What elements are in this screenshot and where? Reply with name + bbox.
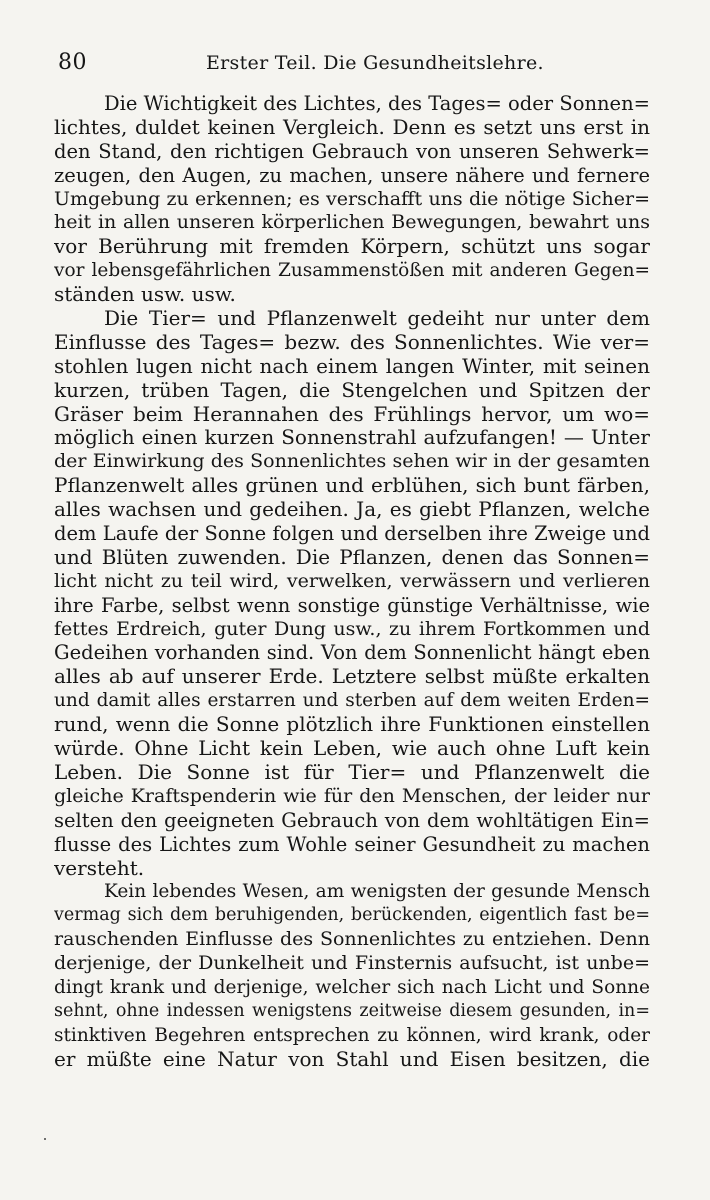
- text-line: vor lebensgefährlichen Zusammenstößen mit anderen Gegen=: [54, 260, 650, 282]
- text-line: heit in allen unseren körperlichen Bewegungen, bewahrt uns: [54, 211, 650, 234]
- text-line: dem Laufe der Sonne folgen und derselben ihre Zweige und: [54, 522, 650, 546]
- text-line: dingt krank und derjenige, welcher sich nach Licht und Sonne: [54, 976, 650, 998]
- text-line: licht nicht zu teil wird, verwelken, verwässern und verlieren: [54, 569, 650, 592]
- text-line: stinktiven Begehren entsprechen zu können, wird krank, oder: [54, 1024, 650, 1046]
- paragraph-1: [54, 92, 650, 307]
- text-line: lichtes, duldet keinen Vergleich. Denn es setzt uns erst in: [54, 115, 650, 139]
- text-line: würde. Ohne Licht kein Leben, wie auch ohne Luft kein: [54, 737, 650, 761]
- text-line: Leben. Die Sonne ist für Tier= und Pflanzenwelt die: [54, 760, 650, 784]
- text-line: Die Wichtigkeit des Lichtes, des Tages= oder Sonnen=: [104, 92, 650, 115]
- text-line: versteht.: [54, 856, 145, 880]
- page-number: 80: [58, 50, 87, 75]
- text-line: der Einwirkung des Sonnenlichtes sehen wir in der gesamten: [54, 450, 650, 473]
- body-text: [54, 92, 650, 1072]
- text-line: rund, wenn die Sonne plötzlich ihre Funktionen einstellen: [54, 713, 650, 737]
- text-line: zeugen, den Augen, zu machen, unsere nähere und fernere: [54, 163, 650, 187]
- text-line: alles ab auf unserer Erde. Letztere selbst müßte erkalten: [54, 665, 650, 689]
- text-line: Gräser beim Herannahen des Frühlings hervor, um wo=: [54, 402, 650, 426]
- running-head: Erster Teil. Die Gesundheitslehre.: [206, 52, 544, 74]
- text-line: Gedeihen vorhanden sind. Von dem Sonnenlicht hängt eben: [54, 641, 650, 665]
- text-line: vor Berührung mit fremden Körpern, schützt uns sogar: [54, 235, 650, 259]
- paragraph-2: [54, 307, 650, 880]
- text-line: vermag sich dem beruhigenden, berückenden, eigentlich fast be=: [54, 905, 650, 926]
- text-line: ständen usw. usw.: [54, 283, 236, 307]
- text-line: flusse des Lichtes zum Wohle seiner Gesundheit zu machen: [54, 832, 650, 856]
- text-line: Pflanzenwelt alles grünen und erblühen, sich bunt färben,: [54, 474, 650, 498]
- text-line: und Blüten zuwenden. Die Pflanzen, denen das Sonnen=: [54, 545, 650, 569]
- text-line: sehnt, ohne indessen wenigstens zeitweise diesem gesunden, in=: [54, 1000, 650, 1021]
- page-header: [58, 50, 658, 80]
- paper-speck: [44, 1138, 46, 1140]
- text-line: gleiche Kraftspenderin wie für den Menschen, der leider nur: [54, 784, 650, 807]
- text-line: Die Tier= und Pflanzenwelt gedeiht nur unter dem: [104, 307, 650, 331]
- text-line: ihre Farbe, selbst wenn sonstige günstige Verhältnisse, wie: [54, 593, 650, 617]
- text-line: rauschenden Einflusse des Sonnenlichtes zu entziehen. Denn: [54, 928, 650, 951]
- text-line: selten den geeigneten Gebrauch von dem wohltätigen Ein=: [54, 808, 650, 832]
- text-line: Kein lebendes Wesen, am wenigsten der gesunde Mensch: [104, 881, 650, 903]
- text-line: den Stand, den richtigen Gebrauch von unseren Sehwerk=: [54, 139, 650, 163]
- text-line: fettes Erdreich, guter Dung usw., zu ihrem Fortkommen und: [54, 617, 650, 640]
- text-line: derjenige, der Dunkelheit und Finsternis aufsucht, ist unbe=: [54, 952, 650, 975]
- text-line: Umgebung zu erkennen; es verschafft uns die nötige Sicher=: [54, 187, 650, 210]
- text-line: möglich einen kurzen Sonnenstrahl aufzufangen! — Unter: [54, 426, 650, 450]
- text-line: kurzen, trüben Tagen, die Stengelchen und Spitzen der: [54, 378, 650, 402]
- paragraph-3: [54, 880, 650, 1071]
- text-line: alles wachsen und gedeihen. Ja, es giebt Pflanzen, welche: [54, 498, 650, 522]
- text-line: Einflusse des Tages= bezw. des Sonnenlichtes. Wie ver=: [54, 330, 650, 354]
- text-line: und damit alles erstarren und sterben auf dem weiten Erden=: [54, 690, 650, 712]
- text-line: er müßte eine Natur von Stahl und Eisen besitzen, die: [54, 1047, 650, 1071]
- text-line: stohlen lugen nicht nach einem langen Winter, mit seinen: [54, 354, 650, 378]
